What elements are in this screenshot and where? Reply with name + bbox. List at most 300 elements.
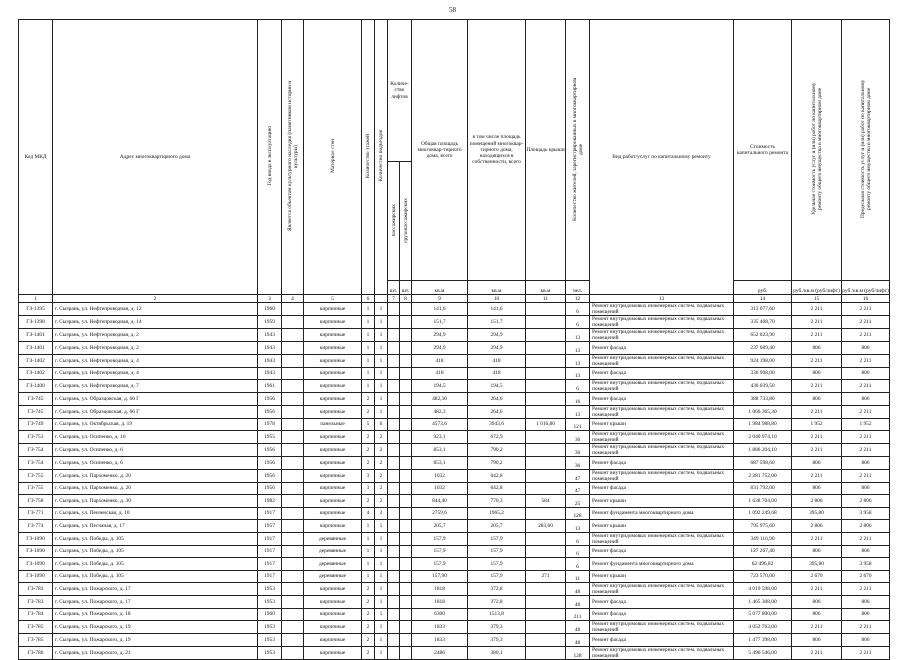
cell-lifts-cargo bbox=[400, 520, 412, 533]
cell-area-total: 141,6 bbox=[412, 303, 468, 316]
cell-area-total: 853,1 bbox=[412, 444, 468, 457]
cell-address: г. Сызрань, ул. Пожарского, д. 17 bbox=[53, 596, 258, 609]
cell-heritage bbox=[282, 316, 304, 329]
cell-unit-cost: 395,80 bbox=[792, 558, 842, 571]
cell-roof bbox=[526, 393, 566, 406]
table-row bbox=[19, 444, 890, 457]
cell-entrances: 1 bbox=[375, 520, 388, 533]
cell-unit-cost: 2 211 bbox=[792, 380, 842, 393]
header-lifts-passenger: пассажирских bbox=[388, 162, 400, 281]
cell-code: ГЗ-758 bbox=[19, 495, 53, 508]
cell-work: Ремонт внутридомовых инженерных систем, подвальных помещений bbox=[590, 621, 734, 634]
cell-lifts-passenger bbox=[388, 444, 400, 457]
cell-work: Ремонт внутридомовых инженерных систем, подвальных помещений bbox=[590, 583, 734, 596]
cell-lifts-cargo bbox=[400, 405, 412, 418]
cell-floors: 3 bbox=[362, 482, 375, 495]
cell-code: ГЗ-1402 bbox=[19, 367, 53, 380]
cell-code: ГЗ-755 bbox=[19, 482, 53, 495]
cell-area-owned: 372,8 bbox=[468, 583, 526, 596]
cell-heritage bbox=[282, 570, 304, 583]
cell-area-owned: 294,9 bbox=[468, 329, 526, 342]
cell-address: г. Сызрань, ул. Пензенская, д. 10 bbox=[53, 507, 258, 520]
cell-entrances: 2 bbox=[375, 482, 388, 495]
cell-material: кирпичные bbox=[304, 507, 362, 520]
cell-residents: 128 bbox=[566, 507, 590, 520]
cell-year: 1959 bbox=[258, 316, 282, 329]
cell-address: г. Сызрань, ул. Нефтепроводная, д. 7 bbox=[53, 380, 258, 393]
cell-cost: 795 975,60 bbox=[734, 520, 792, 533]
cell-unit-cost: 806 bbox=[792, 545, 842, 558]
cell-max-cost: 1 952 bbox=[842, 418, 890, 431]
cell-work: Ремонт внутридомовых инженерных систем, подвальных помещений bbox=[590, 469, 734, 482]
cell-lifts-passenger bbox=[388, 545, 400, 558]
unit-roof: кв.м bbox=[526, 281, 566, 295]
cell-address: г. Сызрань, ул. Пархоменко, д. 20 bbox=[53, 469, 258, 482]
column-number: 13 bbox=[590, 295, 734, 303]
cell-max-cost: 2 670 bbox=[842, 570, 890, 583]
cell-floors: 1 bbox=[362, 532, 375, 545]
cell-floors: 2 bbox=[362, 608, 375, 621]
cell-roof bbox=[526, 558, 566, 571]
cell-year: 1917 bbox=[258, 558, 282, 571]
cell-heritage bbox=[282, 418, 304, 431]
cell-address: г. Сызрань, ул. Образцовская, д. 66 Г bbox=[53, 405, 258, 418]
cell-unit-cost: 2 211 bbox=[792, 646, 842, 659]
cell-area-owned: 379,3 bbox=[468, 634, 526, 647]
cell-lifts-cargo bbox=[400, 316, 412, 329]
cell-floors: 2 bbox=[362, 393, 375, 406]
cell-area-owned: 790,2 bbox=[468, 457, 526, 470]
cell-area-total: 151,7 bbox=[412, 316, 468, 329]
header-unit-cost: Удельная стоимость услуг и (или) работ по капитальному ремонту общего имущества в многоквартирном доме bbox=[792, 20, 842, 281]
cell-cost: 62 496,82 bbox=[734, 558, 792, 571]
cell-material: кирпичные bbox=[304, 329, 362, 342]
cell-floors: 2 bbox=[362, 634, 375, 647]
cell-heritage bbox=[282, 558, 304, 571]
cell-area-total: 482,30 bbox=[412, 393, 468, 406]
cell-year: 1943 bbox=[258, 329, 282, 342]
cell-work: Ремонт внутридомовых инженерных систем, подвальных помещений bbox=[590, 431, 734, 444]
cell-heritage bbox=[282, 342, 304, 355]
cell-area-owned: 264,6 bbox=[468, 393, 526, 406]
cell-code: ГЗ-749 bbox=[19, 418, 53, 431]
cell-code: ГЗ-783 bbox=[19, 583, 53, 596]
cell-address: г. Сызрань, ул. Победы, д. 105 bbox=[53, 545, 258, 558]
cell-cost: 687 598,60 bbox=[734, 457, 792, 470]
cell-cost: 1 477 398,00 bbox=[734, 634, 792, 647]
header-cost: Стоимость капитального ремонта bbox=[734, 20, 792, 281]
cell-work: Ремонт крыши bbox=[590, 570, 734, 583]
cell-area-total: 294,9 bbox=[412, 342, 468, 355]
cell-work: Ремонт внутридомовых инженерных систем, подвальных помещений bbox=[590, 329, 734, 342]
cell-unit-cost: 2 211 bbox=[792, 444, 842, 457]
cell-work: Ремонт фасада bbox=[590, 608, 734, 621]
column-number: 7 bbox=[388, 295, 400, 303]
column-number: 11 bbox=[526, 295, 566, 303]
cell-roof bbox=[526, 507, 566, 520]
cell-year: 1960 bbox=[258, 303, 282, 316]
cell-work: Ремонт внутридомовых инженерных систем, подвальных помещений bbox=[590, 444, 734, 457]
cell-unit-cost: 2 211 bbox=[792, 329, 842, 342]
table-row bbox=[19, 608, 890, 621]
cell-area-owned: 379,3 bbox=[468, 621, 526, 634]
cell-cost: 1 066 365,30 bbox=[734, 405, 792, 418]
cell-heritage bbox=[282, 457, 304, 470]
cell-entrances: 2 bbox=[375, 469, 388, 482]
cell-roof bbox=[526, 482, 566, 495]
cell-year: 1943 bbox=[258, 342, 282, 355]
cell-lifts-passenger bbox=[388, 495, 400, 508]
cell-year: 1917 bbox=[258, 532, 282, 545]
cell-address: г. Сызрань, ул. Нефтепроводная, д. 2 bbox=[53, 342, 258, 355]
cell-year: 1961 bbox=[258, 380, 282, 393]
table-row bbox=[19, 469, 890, 482]
cell-code: ГЗ-783 bbox=[19, 596, 53, 609]
column-number: 16 bbox=[842, 295, 890, 303]
cell-lifts-cargo bbox=[400, 532, 412, 545]
cell-code: ГЗ-785 bbox=[19, 621, 53, 634]
cell-cost: 336 908,00 bbox=[734, 367, 792, 380]
cell-area-owned: 194,5 bbox=[468, 380, 526, 393]
cell-work: Ремонт внутридомовых инженерных систем, подвальных помещений bbox=[590, 303, 734, 316]
cell-work: Ремонт фундамента многоквартирного дома bbox=[590, 558, 734, 571]
cell-area-owned: 205,7 bbox=[468, 520, 526, 533]
cell-area-owned: 418 bbox=[468, 354, 526, 367]
cell-lifts-passenger bbox=[388, 380, 400, 393]
cell-material: кирпичные bbox=[304, 354, 362, 367]
unit-pcs-1: шт. bbox=[388, 281, 400, 295]
table-row bbox=[19, 621, 890, 634]
cell-entrances: 1 bbox=[375, 621, 388, 634]
cell-lifts-passenger bbox=[388, 393, 400, 406]
cell-year: 1956 bbox=[258, 457, 282, 470]
cell-lifts-passenger bbox=[388, 532, 400, 545]
cell-material: кирпичные bbox=[304, 393, 362, 406]
cell-max-cost: 806 bbox=[842, 608, 890, 621]
column-number: 6 bbox=[362, 295, 375, 303]
cell-material: кирпичные bbox=[304, 583, 362, 596]
cell-area-owned: 1513,8 bbox=[468, 608, 526, 621]
cell-code: ГЗ-774 bbox=[19, 520, 53, 533]
cell-entrances: 1 bbox=[375, 316, 388, 329]
cell-lifts-cargo bbox=[400, 380, 412, 393]
cell-year: 1960 bbox=[258, 608, 282, 621]
cell-residents: 13 bbox=[566, 405, 590, 418]
cell-address: г. Сызрань, ул. Нефтепроводная, д. 4 bbox=[53, 354, 258, 367]
column-number: 12 bbox=[566, 295, 590, 303]
cell-entrances: 1 bbox=[375, 646, 388, 659]
cell-roof bbox=[526, 469, 566, 482]
cell-lifts-passenger bbox=[388, 558, 400, 571]
cell-material: кирпичные bbox=[304, 303, 362, 316]
cell-year: 1956 bbox=[258, 444, 282, 457]
cell-residents: 6 bbox=[566, 303, 590, 316]
cell-year: 1953 bbox=[258, 583, 282, 596]
cell-max-cost: 2 211 bbox=[842, 316, 890, 329]
cell-entrances: 1 bbox=[375, 342, 388, 355]
cell-roof bbox=[526, 316, 566, 329]
header-walls: Материал стен bbox=[304, 20, 362, 295]
cell-floors: 1 bbox=[362, 558, 375, 571]
table-body bbox=[19, 303, 890, 660]
cell-lifts-passenger bbox=[388, 329, 400, 342]
page-number: 58 bbox=[449, 6, 456, 14]
cell-unit-cost: 2 211 bbox=[792, 583, 842, 596]
cell-floors: 1 bbox=[362, 303, 375, 316]
cell-cost: 127 267,40 bbox=[734, 545, 792, 558]
cell-residents: 13 bbox=[566, 520, 590, 533]
cell-address: г. Сызрань, ул. Нефтепроводная, д. 12 bbox=[53, 303, 258, 316]
cell-code: ГЗ-1395 bbox=[19, 303, 53, 316]
cell-residents: 36 bbox=[566, 431, 590, 444]
cell-code: ГЗ-784 bbox=[19, 608, 53, 621]
cell-cost: 4 019 598,00 bbox=[734, 583, 792, 596]
cell-address: г. Сызрань, ул. Пожарского, д. 18 bbox=[53, 608, 258, 621]
cell-cost: 237 689,40 bbox=[734, 342, 792, 355]
header-lifts-cargo: грузопассажирских bbox=[400, 162, 412, 281]
cell-year: 1982 bbox=[258, 495, 282, 508]
cell-max-cost: 806 bbox=[842, 545, 890, 558]
cell-area-total: 418 bbox=[412, 354, 468, 367]
cell-material: кирпичные bbox=[304, 608, 362, 621]
table-row bbox=[19, 596, 890, 609]
cell-year: 1943 bbox=[258, 354, 282, 367]
header-max-cost: Предельная стоимость услуг и (или) работ по капитальному ремонту общего имущества в многоквартирном доме bbox=[842, 20, 890, 281]
cell-area-owned: 380,1 bbox=[468, 646, 526, 659]
header-roof: Площадь крыши bbox=[526, 20, 566, 281]
cell-area-total: 6300 bbox=[412, 608, 468, 621]
cell-floors: 2 bbox=[362, 583, 375, 596]
cell-material: кирпичные bbox=[304, 431, 362, 444]
cell-address: г. Сызрань, ул. Пожарского, д. 19 bbox=[53, 634, 258, 647]
cell-max-cost: 2 211 bbox=[842, 329, 890, 342]
cell-max-cost: 2 211 bbox=[842, 532, 890, 545]
cell-unit-cost: 806 bbox=[792, 634, 842, 647]
table-row bbox=[19, 570, 890, 583]
header-work: Вид работ/услуг по капитальному ремонту bbox=[590, 20, 734, 295]
cell-area-total: 157,9 bbox=[412, 532, 468, 545]
cell-residents: 13 bbox=[566, 367, 590, 380]
table-row bbox=[19, 316, 890, 329]
cell-heritage bbox=[282, 507, 304, 520]
cell-lifts-passenger bbox=[388, 608, 400, 621]
cell-unit-cost: 806 bbox=[792, 596, 842, 609]
cell-code: ГЗ-754 bbox=[19, 444, 53, 457]
cell-floors: 5 bbox=[362, 418, 375, 431]
cell-area-total: 205,7 bbox=[412, 520, 468, 533]
cell-area-total: 194,5 bbox=[412, 380, 468, 393]
table-row bbox=[19, 418, 890, 431]
cell-roof bbox=[526, 303, 566, 316]
cell-max-cost: 806 bbox=[842, 393, 890, 406]
cell-roof bbox=[526, 596, 566, 609]
cell-area-owned: 642,8 bbox=[468, 469, 526, 482]
cell-lifts-passenger bbox=[388, 316, 400, 329]
cell-cost: 388 733,80 bbox=[734, 393, 792, 406]
cell-area-total: 418 bbox=[412, 367, 468, 380]
cell-heritage bbox=[282, 608, 304, 621]
column-number: 14 bbox=[734, 295, 792, 303]
table-row bbox=[19, 367, 890, 380]
cell-max-cost: 2 211 bbox=[842, 646, 890, 659]
cell-entrances: 1 bbox=[375, 367, 388, 380]
cell-entrances: 1 bbox=[375, 329, 388, 342]
cell-area-owned: 157,9 bbox=[468, 545, 526, 558]
cell-residents: 36 bbox=[566, 444, 590, 457]
cell-entrances: 1 bbox=[375, 303, 388, 316]
table-row bbox=[19, 405, 890, 418]
unit-area-total: кв.м bbox=[412, 281, 468, 295]
cell-heritage bbox=[282, 520, 304, 533]
cell-code: ГЗ-1398 bbox=[19, 316, 53, 329]
cell-lifts-cargo bbox=[400, 545, 412, 558]
table-row bbox=[19, 507, 890, 520]
cell-work: Ремонт фундамента многоквартирного дома bbox=[590, 507, 734, 520]
cell-lifts-cargo bbox=[400, 621, 412, 634]
cell-lifts-passenger bbox=[388, 431, 400, 444]
table-row bbox=[19, 558, 890, 571]
cell-entrances: 1 bbox=[375, 558, 388, 571]
cell-material: кирпичные bbox=[304, 621, 362, 634]
cell-material: кирпичные bbox=[304, 316, 362, 329]
cell-max-cost: 806 bbox=[842, 596, 890, 609]
cell-heritage bbox=[282, 303, 304, 316]
cell-code: ГЗ-745 bbox=[19, 393, 53, 406]
cell-code: ГЗ-1090 bbox=[19, 558, 53, 571]
cell-unit-cost: 2 211 bbox=[792, 316, 842, 329]
cell-work: Ремонт фасада bbox=[590, 482, 734, 495]
cell-cost: 1 638 704,00 bbox=[734, 495, 792, 508]
cell-area-total: 157,90 bbox=[412, 570, 468, 583]
cell-max-cost: 2 211 bbox=[842, 431, 890, 444]
cell-area-total: 157,9 bbox=[412, 558, 468, 571]
column-number: 5 bbox=[304, 295, 362, 303]
cell-roof bbox=[526, 329, 566, 342]
header-heritage: Является объектом культурного наследия (памятником истории и культуры) bbox=[282, 20, 304, 295]
cell-unit-cost: 2 211 bbox=[792, 621, 842, 634]
header-code: Код МКД bbox=[19, 20, 53, 295]
cell-residents: 48 bbox=[566, 621, 590, 634]
cell-unit-cost: 806 bbox=[792, 457, 842, 470]
cell-floors: 3 bbox=[362, 469, 375, 482]
cell-lifts-passenger bbox=[388, 646, 400, 659]
cell-area-total: 1032 bbox=[412, 469, 468, 482]
cell-roof: 283,60 bbox=[526, 520, 566, 533]
cell-year: 1955 bbox=[258, 431, 282, 444]
cell-lifts-passenger bbox=[388, 418, 400, 431]
cell-residents: 13 bbox=[566, 354, 590, 367]
cell-area-total: 1833 bbox=[412, 621, 468, 634]
cell-entrances: 1 bbox=[375, 583, 388, 596]
cell-roof bbox=[526, 342, 566, 355]
cell-heritage bbox=[282, 545, 304, 558]
cell-address: г. Сызрань, ул. Осипенко, д. 6 bbox=[53, 444, 258, 457]
cell-address: г. Сызрань, ул. Пожарского, д. 21 bbox=[53, 646, 258, 659]
cell-roof bbox=[526, 431, 566, 444]
cell-floors: 2 bbox=[362, 646, 375, 659]
cell-area-total: 2759,6 bbox=[412, 507, 468, 520]
cell-year: 1956 bbox=[258, 405, 282, 418]
table-row bbox=[19, 380, 890, 393]
cell-roof bbox=[526, 646, 566, 659]
cell-lifts-passenger bbox=[388, 570, 400, 583]
cell-lifts-passenger bbox=[388, 367, 400, 380]
cell-max-cost: 2 211 bbox=[842, 354, 890, 367]
cell-roof bbox=[526, 354, 566, 367]
cell-material: кирпичные bbox=[304, 457, 362, 470]
cell-address: г. Сызрань, ул. Пожарского, д. 19 bbox=[53, 621, 258, 634]
cell-code: ГЗ-745 bbox=[19, 405, 53, 418]
cell-work: Ремонт внутридомовых инженерных систем, подвальных помещений bbox=[590, 405, 734, 418]
cell-lifts-passenger bbox=[388, 583, 400, 596]
cell-lifts-cargo bbox=[400, 495, 412, 508]
cell-address: г. Сызрань, ул. Победы, д. 105 bbox=[53, 570, 258, 583]
cell-lifts-cargo bbox=[400, 469, 412, 482]
cell-floors: 1 bbox=[362, 354, 375, 367]
cell-lifts-cargo bbox=[400, 354, 412, 367]
cell-unit-cost: 806 bbox=[792, 608, 842, 621]
cell-area-total: 294,9 bbox=[412, 329, 468, 342]
cell-code: ГЗ-785 bbox=[19, 634, 53, 647]
cell-material: деревянные bbox=[304, 570, 362, 583]
column-number: 15 bbox=[792, 295, 842, 303]
table-row bbox=[19, 482, 890, 495]
cell-area-owned: 672,9 bbox=[468, 431, 526, 444]
cell-year: 1953 bbox=[258, 634, 282, 647]
cell-residents: 13 bbox=[566, 329, 590, 342]
cell-floors: 1 bbox=[362, 520, 375, 533]
cell-entrances: 1 bbox=[375, 634, 388, 647]
cell-unit-cost: 806 bbox=[792, 342, 842, 355]
cell-entrances: 1 bbox=[375, 354, 388, 367]
cell-lifts-passenger bbox=[388, 342, 400, 355]
cell-floors: 1 bbox=[362, 316, 375, 329]
cell-area-owned: 294,9 bbox=[468, 342, 526, 355]
cell-max-cost: 806 bbox=[842, 367, 890, 380]
cell-work: Ремонт крыши bbox=[590, 418, 734, 431]
cell-residents: 6 bbox=[566, 532, 590, 545]
column-number: 3 bbox=[258, 295, 282, 303]
cell-floors: 2 bbox=[362, 405, 375, 418]
cell-lifts-cargo bbox=[400, 457, 412, 470]
cell-max-cost: 806 bbox=[842, 634, 890, 647]
cell-heritage bbox=[282, 393, 304, 406]
cell-lifts-cargo bbox=[400, 418, 412, 431]
cell-floors: 1 bbox=[362, 367, 375, 380]
cell-code: ГЗ-1402 bbox=[19, 354, 53, 367]
cell-address: г. Сызрань, ул. Победы, д. 105 bbox=[53, 558, 258, 571]
cell-floors: 1 bbox=[362, 570, 375, 583]
cell-lifts-cargo bbox=[400, 367, 412, 380]
cell-floors: 2 bbox=[362, 621, 375, 634]
cell-area-total: 482,3 bbox=[412, 405, 468, 418]
cell-cost: 831 792,00 bbox=[734, 482, 792, 495]
cell-year: 1956 bbox=[258, 469, 282, 482]
cell-floors: 1 bbox=[362, 380, 375, 393]
cell-residents: 121 bbox=[566, 418, 590, 431]
cell-lifts-cargo bbox=[400, 342, 412, 355]
cell-residents: 25 bbox=[566, 495, 590, 508]
cell-residents: 47 bbox=[566, 482, 590, 495]
cell-residents: 11 bbox=[566, 570, 590, 583]
cell-lifts-cargo bbox=[400, 393, 412, 406]
cell-floors: 2 bbox=[362, 444, 375, 457]
cell-unit-cost: 2 211 bbox=[792, 303, 842, 316]
cell-roof bbox=[526, 444, 566, 457]
cell-lifts-passenger bbox=[388, 621, 400, 634]
cell-address: г. Сызрань, ул. Пожарского, д. 17 bbox=[53, 583, 258, 596]
column-number: 9 bbox=[412, 295, 468, 303]
